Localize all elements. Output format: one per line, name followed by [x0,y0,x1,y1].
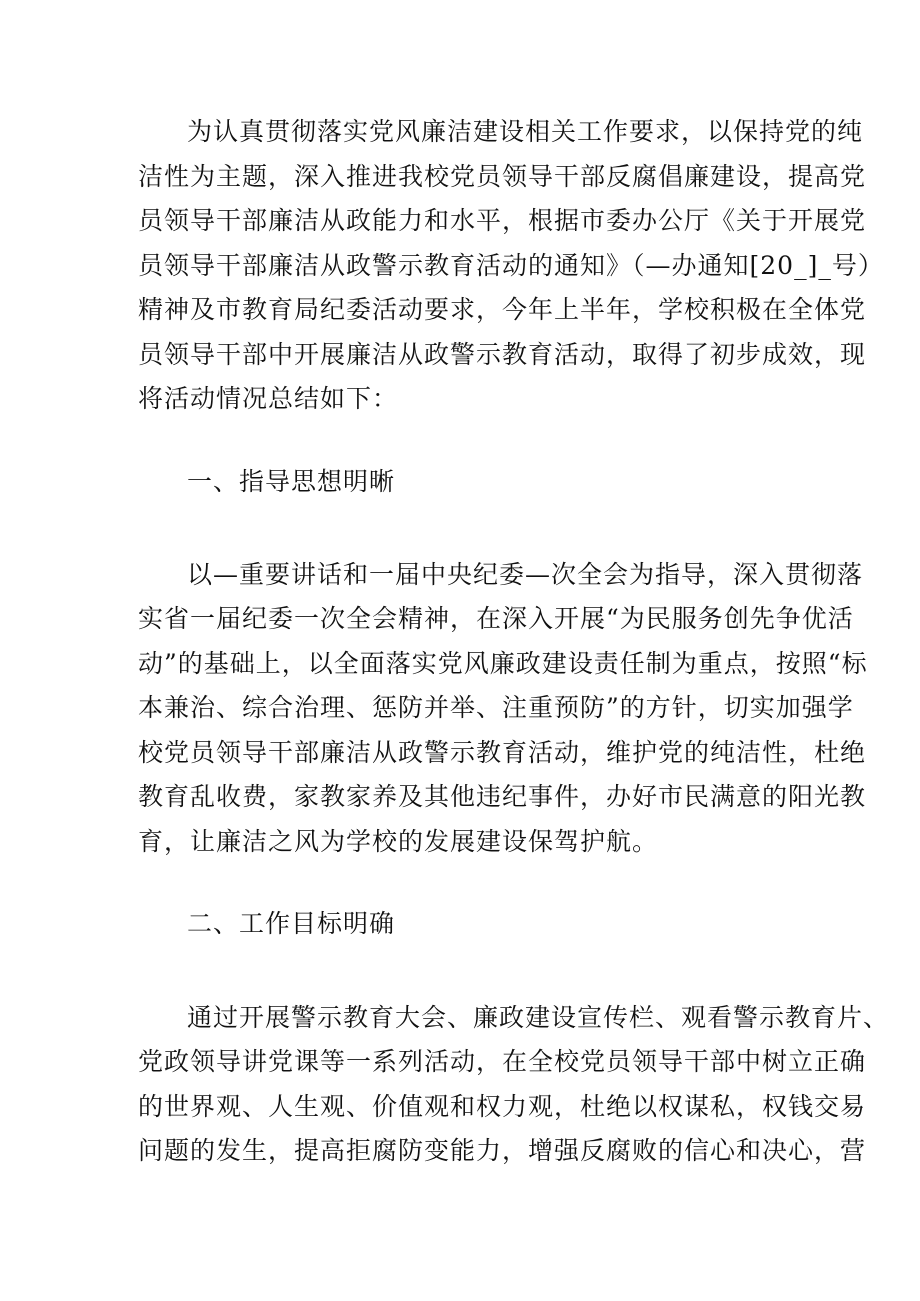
paragraph-1-line-2: 洁性为主题，深入推进我校党员领导干部反腐倡廉建设，提高党 [138,162,867,191]
paragraph-1-line-5: 精神及市教育局纪委活动要求，今年上半年，学校积极在全体党 [138,295,867,324]
paragraph-2-line-5: 校党员领导干部廉洁从政警示教育活动，维护党的纯洁性，杜绝 [138,738,867,767]
paragraph-2-line-7: 育，让廉洁之风为学校的发展建设保驾护航。 [138,827,659,856]
paragraph-2-line-1: 以—重要讲话和一届中央纪委—次全会为指导，深入贯彻落 [187,560,864,589]
paragraph-3-line-4: 问题的发生，提高拒腐防变能力，增强反腐败的信心和决心，营 [138,1136,867,1165]
paragraph-1-line-1: 为认真贯彻落实党风廉洁建设相关工作要求，以保持党的纯 [187,117,864,146]
paragraph-3-line-1: 通过开展警示教育大会、廉政建设宣传栏、观看警示教育片、 [187,1003,890,1032]
paragraph-1-line-6: 员领导干部中开展廉洁从政警示教育活动，取得了初步成效，现 [138,340,867,369]
paragraph-2-line-6: 教育乱收费，家教家养及其他违纪事件，办好市民满意的阳光教 [138,782,867,811]
paragraph-2-line-2: 实省一届纪委一次全会精神，在深入开展“为民服务创先争优活 [138,604,854,633]
paragraph-3-line-3: 的世界观、人生观、价值观和权力观，杜绝以权谋私，权钱交易 [138,1092,867,1121]
section-heading-1: 一、指导思想明晰 [187,467,396,496]
paragraph-2-line-4: 本兼治、综合治理、惩防并举、注重预防”的方针，切实加强学 [138,693,854,722]
paragraph-1-line-3: 员领导干部廉洁从政能力和水平，根据市委办公厅《关于开展党 [138,206,867,235]
section-heading-2: 二、工作目标明确 [187,909,396,938]
paragraph-2-line-3: 动”的基础上，以全面落实党风廉政建设责任制为重点，按照“标 [138,649,868,678]
paragraph-1-line-7: 将活动情况总结如下： [138,384,399,413]
paragraph-1-line-4: 员领导干部廉洁从政警示教育活动的通知》（—办通知[20_]_号） [138,251,884,280]
paragraph-3-line-2: 党政领导讲党课等一系列活动，在全校党员领导干部中树立正确 [138,1047,867,1076]
